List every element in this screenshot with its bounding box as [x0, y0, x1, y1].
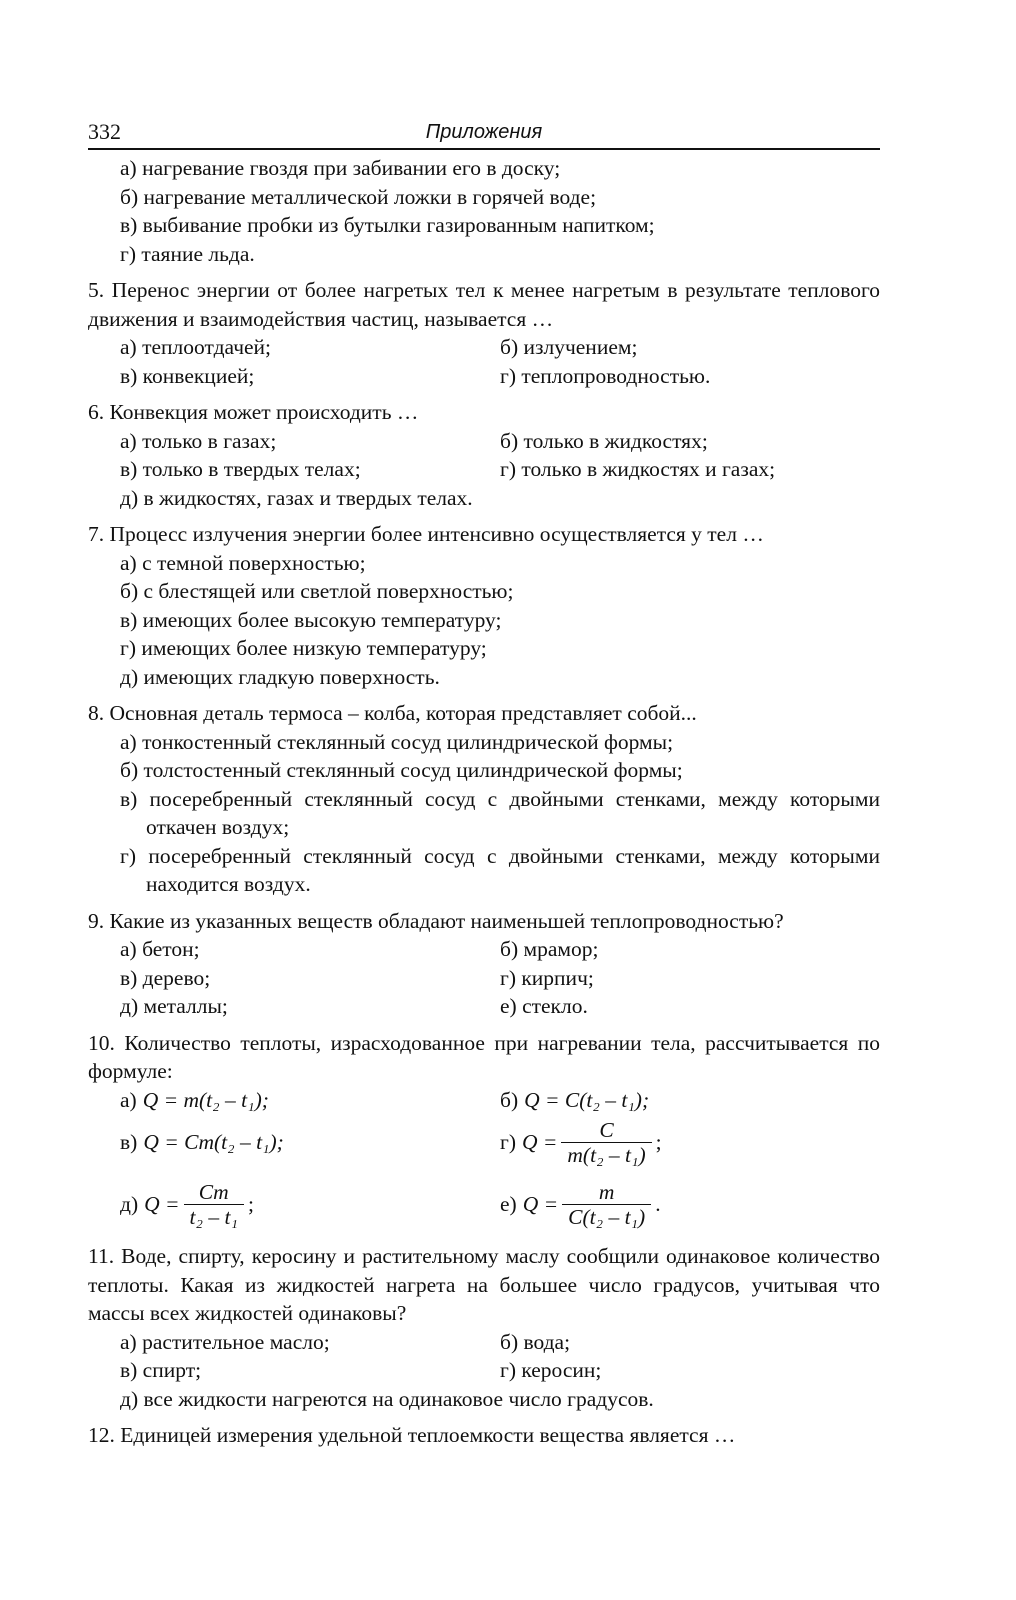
- option-b: б) с блестящей или светлой поверхностью;: [120, 579, 514, 603]
- question-4-continuation: [88, 154, 880, 268]
- option-b: б) только в жидкостях;: [500, 428, 708, 453]
- option-v: в) имеющих более высокую температуру;: [120, 607, 502, 632]
- option-d: д) все жидкости нагреются на одинаковое число градусов.: [120, 1386, 654, 1411]
- formula-row: [88, 1086, 880, 1115]
- option-v: в) только в твердых телах;: [120, 457, 361, 481]
- fraction: [562, 1180, 651, 1229]
- option-b: б) излучением;: [500, 335, 638, 359]
- option-label: д): [120, 1191, 139, 1216]
- option-a: а) с темной поверхностью;: [120, 550, 366, 575]
- running-head: Приложения: [425, 121, 543, 143]
- formula-end: ;: [655, 1129, 662, 1154]
- options-row: [88, 427, 880, 456]
- option-v: в) выбивание пробки из бутылки газированным напитком;: [120, 213, 655, 237]
- page-number: 332: [88, 119, 121, 144]
- option-d: [120, 1180, 500, 1229]
- option-b: б) мрамор;: [500, 937, 599, 961]
- question-10: [88, 1029, 880, 1235]
- option-g: г) таяние льда.: [120, 241, 255, 266]
- formula-end: ;: [247, 1191, 254, 1216]
- option-a: а) теплоотдачей;: [120, 335, 272, 359]
- question-stem: 8. Основная деталь термоса – колба, которая представляет собой...: [88, 701, 697, 725]
- option-e: [500, 1180, 880, 1229]
- question-5: [88, 276, 880, 390]
- question-9: [88, 907, 880, 1021]
- options-row: [88, 455, 880, 484]
- option-g: [500, 1118, 880, 1167]
- page: [88, 118, 880, 1450]
- options-row: [88, 333, 880, 362]
- option-b: [500, 1086, 880, 1115]
- option-d: д) в жидкостях, газах и твердых телах.: [120, 485, 473, 510]
- option-a: а) только в газах;: [120, 428, 277, 453]
- option-e: е) стекло.: [500, 994, 588, 1018]
- question-stem: 10. Количество теплоты, израсходованное при нагревании тела, рассчитывается по формуле:: [88, 1030, 880, 1083]
- option-label: а): [120, 1087, 137, 1112]
- fraction: [184, 1180, 244, 1229]
- question-8: [88, 699, 880, 899]
- options-row: [88, 362, 880, 391]
- denominator: C(t₂ – t₁): [562, 1204, 651, 1229]
- option-d: д) металлы;: [120, 994, 228, 1018]
- option-v: в) посеребренный стеклянный сосуд с двойными стенками, между которыми откачен воздух;: [120, 786, 880, 839]
- option-v: [120, 1128, 500, 1157]
- option-g: г) имеющих более низкую температуру;: [120, 636, 487, 660]
- options-row: [88, 935, 880, 964]
- formula-lhs: Q =: [522, 1191, 559, 1216]
- options-row: [88, 964, 880, 993]
- question-stem: 6. Конвекция может происходить …: [88, 400, 419, 424]
- question-stem: 5. Перенос энергии от более нагретых тел к менее нагретым в результате теплового движения и взаимодействия частиц, называется …: [88, 278, 880, 331]
- options-row: [88, 992, 880, 1021]
- question-7: [88, 520, 880, 691]
- option-g: г) теплопроводностью.: [500, 363, 711, 388]
- formula-row: [88, 1174, 880, 1234]
- denominator: t₂ – t₁: [184, 1204, 244, 1229]
- question-12: [88, 1421, 880, 1450]
- question-stem: 7. Процесс излучения энергии более интенсивно осуществляется у тел …: [88, 522, 764, 546]
- option-g: г) керосин;: [500, 1358, 602, 1382]
- formula-lhs: Q =: [144, 1191, 180, 1216]
- question-stem: 11. Воде, спирту, керосину и растительному маслу сообщили одинаковое количество теплоты. Какая из жидкостей нагрета на большее число градусов, учитывая что массы всех жидкостей одинаковы?: [88, 1244, 880, 1325]
- numerator: m: [598, 1179, 615, 1204]
- option-g: г) только в жидкостях и газах;: [500, 457, 776, 481]
- option-a: а) бетон;: [120, 937, 200, 961]
- formula-end: .: [655, 1191, 661, 1216]
- numerator: C: [599, 1117, 614, 1142]
- page-header: [88, 118, 880, 150]
- option-label: б): [500, 1087, 519, 1112]
- option-a: а) нагревание гвоздя при забивании его в доску;: [120, 156, 561, 180]
- question-11: [88, 1242, 880, 1413]
- numerator: Cm: [198, 1179, 229, 1204]
- question-stem: 9. Какие из указанных веществ обладают наименьшей теплопроводностью?: [88, 908, 784, 933]
- option-b: б) нагревание металлической ложки в горячей воде;: [120, 184, 597, 209]
- formula: Q = C(t₂ – t₁);: [524, 1087, 650, 1112]
- option-v: в) спирт;: [120, 1358, 202, 1382]
- option-g: г) кирпич;: [500, 965, 594, 990]
- formula-lhs: Q =: [521, 1129, 558, 1154]
- option-v: в) конвекцией;: [120, 363, 255, 388]
- option-a: а) тонкостенный стеклянный сосуд цилиндрической формы;: [120, 729, 674, 754]
- fraction: [561, 1118, 651, 1167]
- option-label: в): [120, 1129, 138, 1154]
- options-row: [88, 1356, 880, 1385]
- option-d: д) имеющих гладкую поверхность.: [120, 664, 440, 689]
- option-a: а) растительное масло;: [120, 1329, 330, 1354]
- formula: Q = m(t₂ – t₁);: [142, 1087, 269, 1112]
- option-b: б) вода;: [500, 1329, 571, 1354]
- question-stem: 12. Единицей измерения удельной теплоемкости вещества является …: [88, 1423, 736, 1447]
- option-v: в) дерево;: [120, 965, 211, 990]
- option-a: [120, 1086, 500, 1115]
- option-g: г) посеребренный стеклянный сосуд с двойными стенками, между которыми находится воздух.: [120, 843, 880, 896]
- option-b: б) толстостенный стеклянный сосуд цилиндрической формы;: [120, 758, 683, 782]
- option-label: г): [500, 1129, 516, 1154]
- formula: Q = Cm(t₂ – t₁);: [143, 1129, 284, 1154]
- option-label: е): [500, 1191, 517, 1216]
- formula-row: [88, 1114, 880, 1170]
- denominator: m(t₂ – t₁): [561, 1142, 651, 1167]
- question-6: [88, 398, 880, 512]
- options-row: [88, 1328, 880, 1357]
